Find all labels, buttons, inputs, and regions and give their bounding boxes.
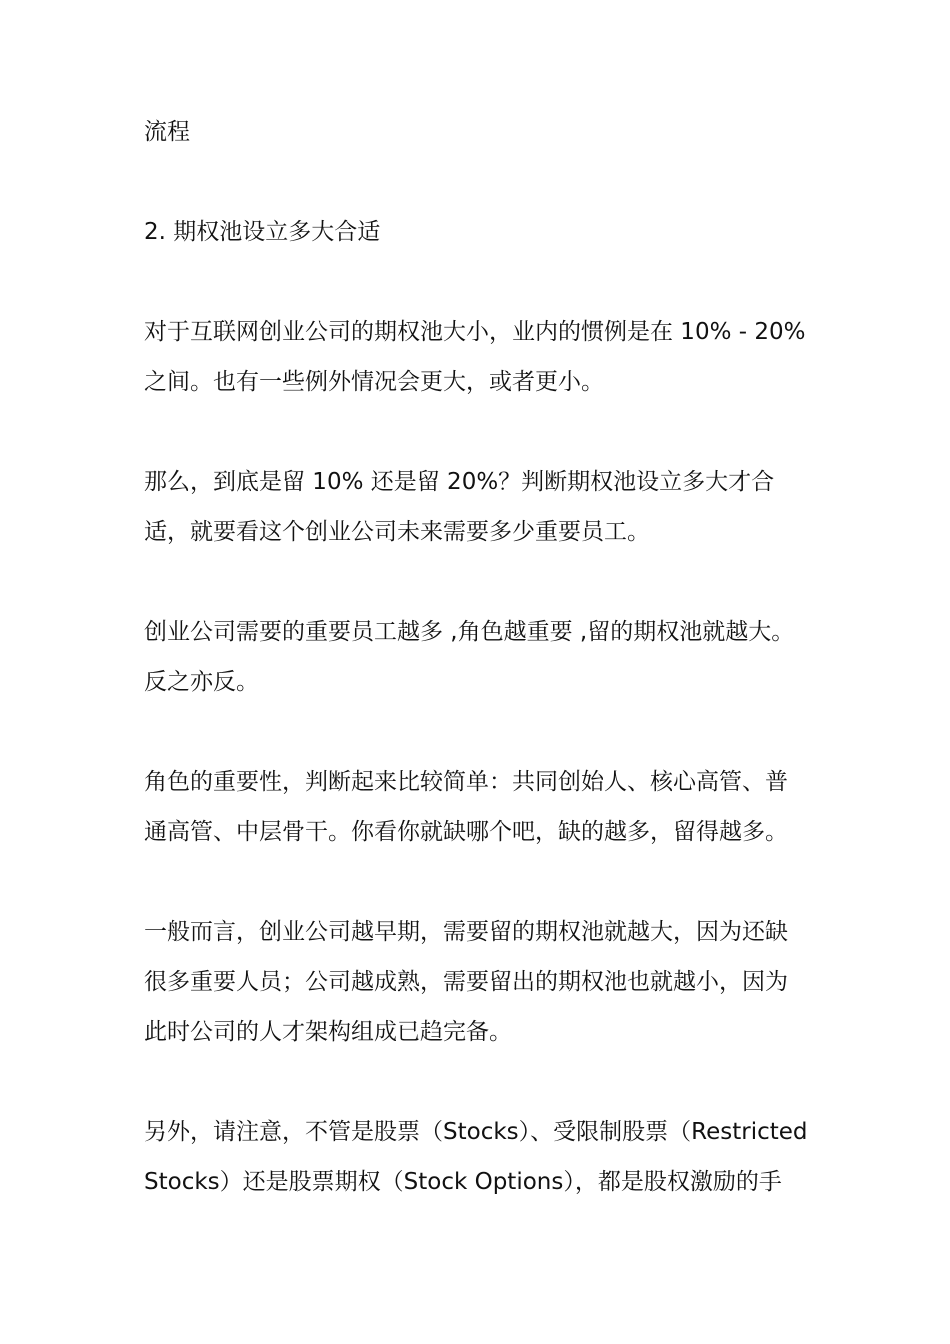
text-line: 反之亦反。: [144, 669, 259, 695]
section-heading-option-pool-size: [144, 207, 834, 257]
paragraph-company-stage: [144, 907, 834, 1057]
paragraph-role-importance: [144, 757, 834, 857]
paragraph-heading-process: [144, 107, 834, 157]
text-line: 角色的重要性，判断起来比较简单：共同创始人、核心高管、普: [144, 769, 788, 795]
paragraph-10-or-20-percent: [144, 457, 834, 557]
text-line: Stocks）还是股票期权（Stock Options），都是股权激励的手: [144, 1169, 782, 1195]
paragraph-key-employees: [144, 607, 834, 707]
text-line: 2. 期权池设立多大合适: [144, 219, 381, 245]
paragraph-industry-convention: [144, 307, 834, 407]
text-line: 另外，请注意，不管是股票（Stocks）、受限制股票（Restricted: [144, 1119, 808, 1145]
text-line: 此时公司的人才架构组成已趋完备。: [144, 1019, 512, 1045]
text-line: 流程: [144, 119, 190, 145]
text-line: 一般而言，创业公司越早期，需要留的期权池就越大，因为还缺: [144, 919, 788, 945]
document-body: [144, 107, 834, 1257]
text-line: 很多重要人员；公司越成熟，需要留出的期权池也就越小，因为: [144, 969, 788, 995]
text-line: 通高管、中层骨干。你看你就缺哪个吧，缺的越多，留得越多。: [144, 819, 788, 845]
text-line: 那么，到底是留 10% 还是留 20%？判断期权池设立多大才合: [144, 469, 775, 495]
text-line: 之间。也有一些例外情况会更大，或者更小。: [144, 369, 604, 395]
paragraph-equity-incentive-types: [144, 1107, 834, 1207]
text-line: 创业公司需要的重要员工越多 ,角色越重要 ,留的期权池就越大。: [144, 619, 795, 645]
text-line: 适，就要看这个创业公司未来需要多少重要员工。: [144, 519, 650, 545]
text-line: 对于互联网创业公司的期权池大小，业内的惯例是在 10% - 20%: [144, 319, 806, 345]
